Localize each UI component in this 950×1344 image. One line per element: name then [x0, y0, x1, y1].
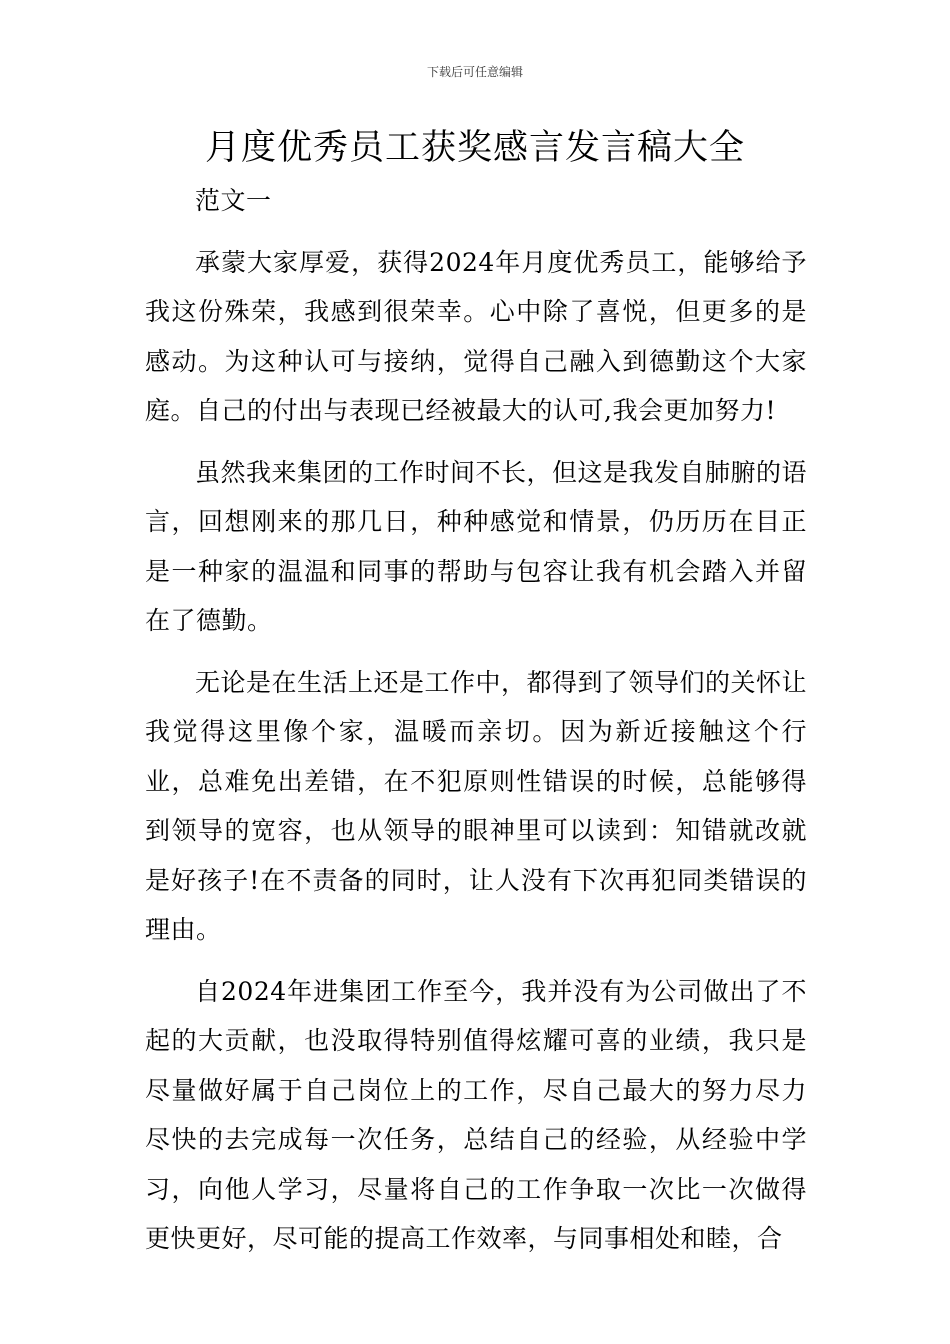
header-note: 下载后可任意编辑	[426, 65, 523, 79]
document-title: 月度优秀员工获奖感言发言稿大全	[204, 128, 745, 168]
paragraph-2: 虽然我来集团的工作时间不长，但这是我发自肺腑的语言，回想刚来的那几日，种种感觉和情景，仍历历在目正是一种家的温温和同事的帮助与包容让我有机会踏入并留在了德勤。	[145, 457, 808, 635]
document-body	[145, 176, 807, 1276]
paragraph-4: 自2024年进集团工作至今，我并没有为公司做出了不起的大贡献，也没取得特别值得炫耀可喜的业绩，我只是尽量做好属于自己岗位上的工作，尽自己最大的努力尽力尽快的去完成每一次任务，总结自己的经验，从经验中学习，向他人学习，尽量将自己的工作争取一次比一次做得更快更好，尽可能的提高工作效率，与同事相处和睦，合	[145, 976, 807, 1253]
paragraph-1: 承蒙大家厚爱，获得2024年月度优秀员工，能够给予我这份殊荣，我感到很荣幸。心中除了喜悦，但更多的是感动。为这种认可与接纳，觉得自己融入到德勤这个大家庭。自己的付出与表现已经被最大的认可,我会更加努力!	[145, 247, 807, 425]
section-label: 范文一	[195, 186, 272, 215]
paragraph-3: 无论是在生活上还是工作中，都得到了领导们的关怀让我觉得这里像个家，温暖而亲切。因为新近接触这个行业，总难免出差错，在不犯原则性错误的时候，总能够得到领导的宽容，也从领导的眼神里可以读到：知错就改就是好孩子!在不责备的同时，让人没有下次再犯同类错误的理由。	[145, 667, 808, 944]
